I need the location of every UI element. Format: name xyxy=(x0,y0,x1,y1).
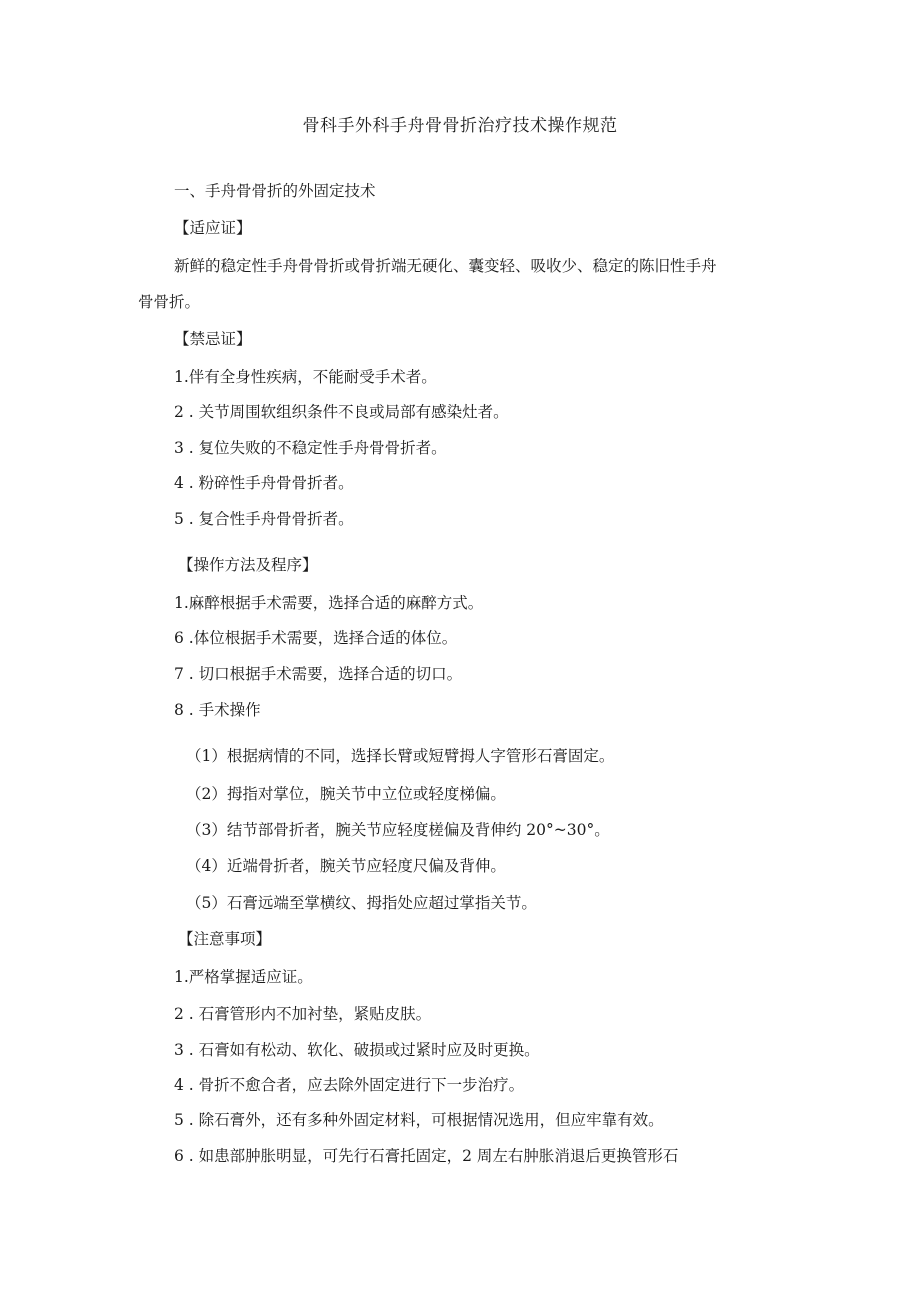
note-item: 4 . 骨折不愈合者，应去除外固定进行下一步治疗。 xyxy=(174,1076,525,1094)
document-title: 骨科手外科手舟骨骨折治疗技术操作规范 xyxy=(302,116,618,136)
contraindication-item: 2 . 关节周围软组织条件不良或局部有感染灶者。 xyxy=(174,403,509,421)
indications-text-line1: 新鲜的稳定性手舟骨骨折或骨折端无硬化、囊变轻、吸收少、稳定的陈旧性手舟 xyxy=(174,257,717,275)
note-item: 5 . 除石膏外，还有多种外固定材料，可根据情况选用，但应牢靠有效。 xyxy=(174,1111,664,1129)
procedure-sub-item: （2）拇指对掌位，腕关节中立位或轻度梯偏。 xyxy=(186,785,506,803)
procedure-item: 7 . 切口根据手术需要，选择合适的切口。 xyxy=(174,665,463,683)
procedure-sub-item: （1）根据病情的不同，选择长臂或短臂拇人字管形石膏固定。 xyxy=(186,747,615,765)
procedure-sub-item: （5）石膏远端至掌横纹、拇指处应超过掌指关节。 xyxy=(186,894,537,912)
contraindications-heading: 【禁忌证】 xyxy=(174,330,252,348)
contraindication-item: 3 . 复位失败的不稳定性手舟骨骨折者。 xyxy=(174,439,447,457)
procedure-item: 8 . 手术操作 xyxy=(174,701,261,719)
notes-heading: 【注意事项】 xyxy=(178,930,272,948)
note-item: 6 . 如患部肿胀明显，可先行石膏托固定，2 周左右肿胀消退后更换管形石 xyxy=(174,1147,679,1165)
indications-heading: 【适应证】 xyxy=(174,219,252,237)
note-item: 3 . 石膏如有松动、软化、破损或过紧时应及时更换。 xyxy=(174,1041,540,1059)
contraindication-item: 4 . 粉碎性手舟骨骨折者。 xyxy=(174,474,354,492)
note-item: 1.严格掌握适应证。 xyxy=(174,968,313,986)
procedure-sub-item: （3）结节部骨折者，腕关节应轻度槎偏及背伸约 20°~30°。 xyxy=(186,821,610,839)
contraindication-item: 5 . 复合性手舟骨骨折者。 xyxy=(174,510,354,528)
indications-text-line2: 骨骨折。 xyxy=(138,293,201,311)
procedure-item: 1.麻醉根据手术需要，选择合适的麻醉方式。 xyxy=(174,594,484,612)
contraindication-item: 1.伴有全身性疾病，不能耐受手术者。 xyxy=(174,368,437,386)
note-item: 2 . 石膏管形内不加衬垫，紧贴皮肤。 xyxy=(174,1005,432,1023)
procedure-item: 6 .体位根据手术需要，选择合适的体位。 xyxy=(174,629,458,647)
section-heading: 一、手舟骨骨折的外固定技术 xyxy=(174,182,376,200)
procedure-heading: 【操作方法及程序】 xyxy=(178,556,318,574)
procedure-sub-item: （4）近端骨折者，腕关节应轻度尺偏及背伸。 xyxy=(186,857,506,875)
